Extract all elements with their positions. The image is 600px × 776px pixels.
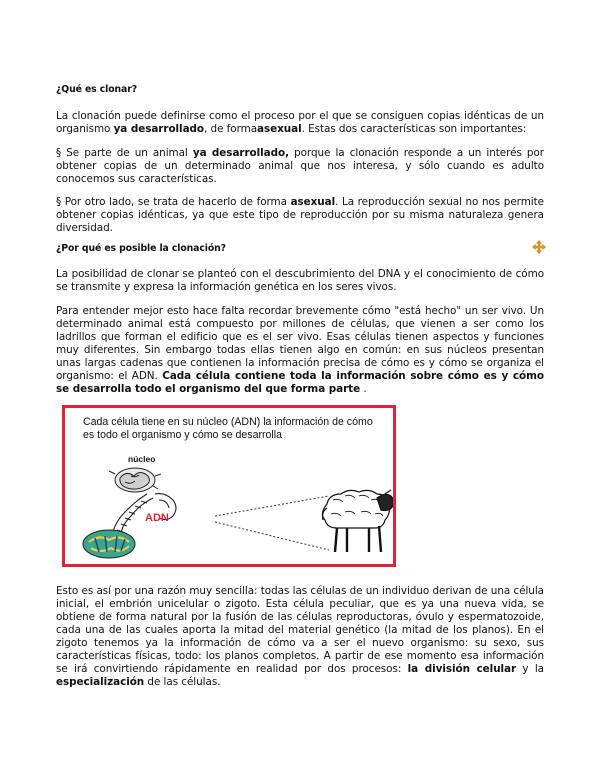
dna-figure: [62, 405, 396, 567]
text-run: y la: [516, 663, 544, 675]
text-run: Esto es así por una razón muy sencilla: todas las células de un individuo derivan de una célula inicial, el embrión unicelular o zigoto. Esta célula peculiar, que es ya una nueva vida, se obtiene de forma natural por la fusión de las células reproductoras, óvulo y espermatozoide, cada una de las cuales aporta la mitad del material genético (la mitad de los planos). En el zigoto tenemos ya la información de cómo va a ser el nuevo organismo: su sexo, sus características físicas, todo: los planos completos. A partir de ese momento esa información se irá convirtiendo rápidamente en realidad por dos procesos:: [56, 585, 544, 675]
paragraph-zygote: [56, 585, 544, 689]
bold-run: ya desarrollado: [113, 123, 205, 135]
bold-run: asexual: [257, 123, 302, 135]
text-run: de las células.: [144, 676, 221, 688]
label-nucleus: núcleo: [128, 454, 156, 464]
heading-que-es-clonar: ¿Qué es clonar?: [56, 84, 137, 95]
paragraph-cells: [56, 305, 544, 396]
figure-illustration: [65, 408, 393, 564]
text-run: La clonación puede definirse como el proceso por el que se consiguen copias idénticas de un organismo: [56, 110, 544, 135]
cell-illustration: [83, 530, 135, 558]
bold-run: asexual: [290, 196, 336, 208]
bold-run: especialización: [56, 676, 145, 688]
text-run: , de forma: [204, 123, 258, 135]
figure-caption: Cada célula tiene en su núcleo (ADN) la información de cómo es todo el organismo y cómo se desarrolla: [83, 416, 373, 441]
sheep-illustration: [322, 490, 393, 552]
pointer-lines: [215, 496, 329, 550]
paragraph-dna-discovery: La posibilidad de clonar se planteó con el descubrimiento del DNA y el conocimiento de cómo se transmite y expresa la información genética en los seres vivos.: [56, 268, 544, 293]
text-run: Para entender mejor esto hace falta recordar brevemente cómo "está hecho" un ser vivo. Un determinado animal está compuesto por millones de células, que vienen a ser como los ladrillos que forman el edificio que es el ser vivo. Esas células tienen aspectos y funciones muy diferentes. Sin embargo todas ellas tienen algo en común: en sus núcleos presentan unas largas cadenas que contienen la información precisa de cómo es y cómo se organiza el organismo: el ADN.: [56, 305, 544, 382]
nucleus-illustration: [109, 468, 161, 492]
text-run: . La reproducción sexual no nos permite obtener copias idénticas, ya que este tipo de reproducción por su misma naturaleza genera diversidad.: [56, 196, 544, 234]
bold-run: la división celular: [407, 663, 517, 675]
paragraph-adult-animal: [56, 147, 544, 186]
bold-run: ya desarrollado,: [192, 147, 289, 159]
text-run: .: [360, 383, 367, 395]
move-arrows-icon: [532, 240, 546, 254]
text-run: § Por otro lado, se trata de hacerlo de forma: [56, 196, 291, 208]
bold-run: Cada célula contiene toda la información sobre cómo es y cómo se desarrolla todo el organismo del que forma parte: [56, 370, 544, 395]
paragraph-definition: [56, 110, 544, 136]
text-run: . Estas dos características son importantes:: [301, 123, 527, 135]
heading-por-que-posible: ¿Por qué es posible la clonación?: [56, 243, 226, 254]
text-run: § Se parte de un animal: [56, 147, 193, 159]
label-dna: ADN: [145, 512, 169, 524]
paragraph-asexual: [56, 196, 544, 235]
text-run: porque la clonación responde a un interés por obtener copias de un determinado animal que nos interesa, y sólo cuando es adulto conocemos sus características.: [56, 147, 544, 185]
